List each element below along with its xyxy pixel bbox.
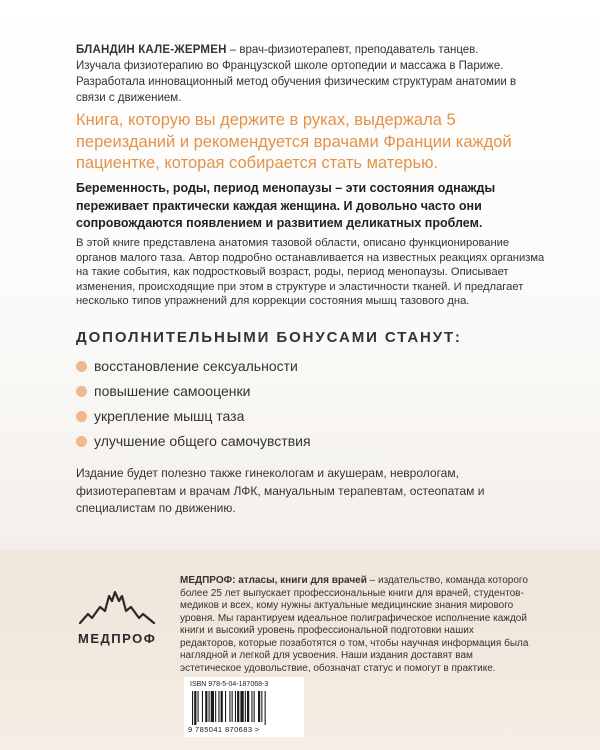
isbn-label: ISBN 978-5-04-187068-3 [190,681,269,688]
bullet-dot-icon [76,386,87,397]
bullet-dot-icon [76,411,87,422]
bullet-dot-icon [76,361,87,372]
barcode [184,677,304,737]
author-name: БЛАНДИН КАЛЕ-ЖЕРМЕН [76,44,227,56]
bonuses-list [76,354,546,454]
bonuses-heading: ДОПОЛНИТЕЛЬНЫМИ БОНУСАМИ СТАНУТ: [76,329,462,346]
barcode-number: 9 785041 870683 > [188,725,260,734]
description-paragraph: В этой книге представлена анатомия тазовой области, описано функционирование органов малого таза. Автор подробно останавливается на известных реакциях организма на такие события, как подростковый возраст, роды, период менопаузы. Описывает изменения, происходящие при этом в структуре и эластичности тканей. И предлагает несколько типов упражнений для коррекции состояния мышц тазового дна. [76,237,545,308]
logo-text: МЕДПРОФ [78,631,157,646]
lead-paragraph: Книга, которую вы держите в руках, выдержала 5 переизданий и рекомендуется врачами Франции каждой пациентке, которая собирается стать матерью. [76,111,512,172]
medprof-logo-icon [78,590,156,628]
list-item: улучшение общего самочувствия [76,429,546,454]
bullet-dot-icon [76,436,87,447]
bold-paragraph: Беременность, роды, период менопаузы – эти состояния однажды переживает практически каждая женщина. И довольно часто они сопровождаются появлением и развитием деликатных проблем. [76,181,496,230]
publisher-lead: МЕДПРОФ: атласы, книги для врачей [180,575,367,586]
publisher-info [180,575,530,675]
list-item: повышение самооценки [76,379,546,404]
author-bio-rest: Изучала физиотерапию во Французской школе ортопедии и массажа в Париже. Разработала инновационный метод обучения физическим структурам анатомии в связи с движением. [76,60,517,104]
list-item: восстановление сексуальности [76,354,546,379]
list-item: укрепление мышц таза [76,404,546,429]
publisher-text: – издательство, команда которого более 25 лет выпускает профессиональные книги для врачей, студентов-медиков и всех, кому нужны актуальные медицинские знания мирового уровня. Мы гарантируем идеальное полиграфическое исполнение каждой книги и высокий уровень профессиональной подготовки наших редакторов, которые позаботятся о том, чтобы научная информация была наглядной и легкой для усвоения. Наши издания доставят вам эстетическое удовольствие, обозначат статус и помогут в практике. [180,575,529,674]
author-bio-first-line: – врач-физиотерапевт, преподаватель танцев. [226,44,479,56]
author-bio [76,42,536,106]
barcode-bars-icon [192,691,296,725]
audience-paragraph: Издание будет полезно также гинекологам и акушерам, неврологам, физиотерапевтам и врачам ЛФК, мануальным терапевтам, остеопатам и специалистам по движению. [76,466,485,515]
